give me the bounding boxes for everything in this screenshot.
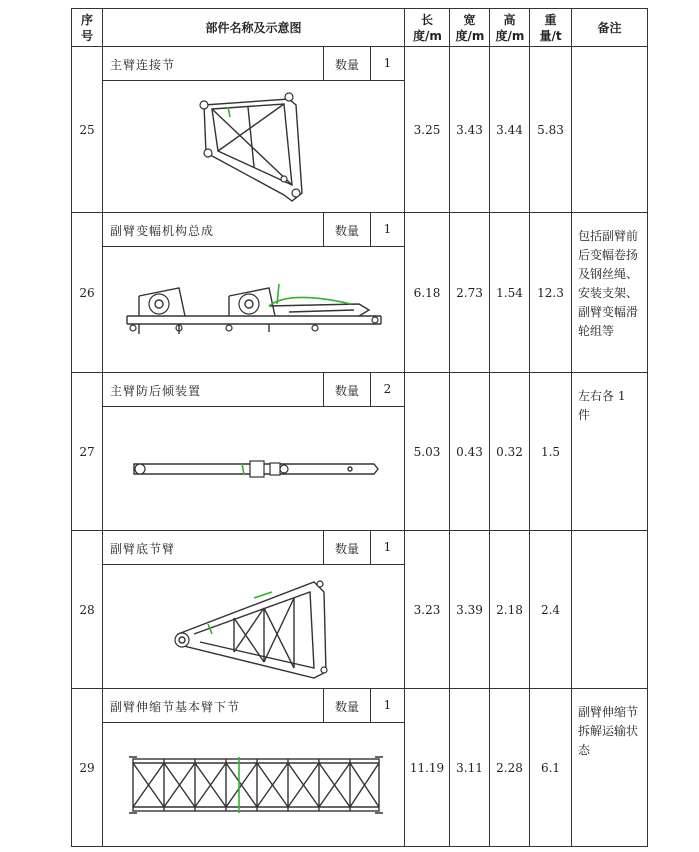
qty-value: 2 xyxy=(370,373,404,406)
weight-value: 12.3 xyxy=(530,213,572,373)
part-name-bar xyxy=(103,213,404,247)
part-name-bar xyxy=(103,373,404,407)
header-width: 宽度/m xyxy=(450,9,490,47)
weight-value: 2.4 xyxy=(530,531,572,689)
length-value: 3.25 xyxy=(405,47,450,213)
table-row xyxy=(72,213,648,373)
jib-luffing-mechanism-drawing xyxy=(119,270,389,350)
qty-value: 1 xyxy=(370,531,404,564)
qty-label: 数量 xyxy=(323,373,370,406)
part-diagram xyxy=(103,407,404,530)
note xyxy=(572,531,648,689)
length-value: 11.19 xyxy=(405,689,450,847)
header-height: 高度/m xyxy=(490,9,530,47)
table-row xyxy=(72,47,648,213)
part-cell xyxy=(103,373,405,531)
row-seq: 26 xyxy=(72,213,103,373)
table-row xyxy=(72,689,648,847)
header-name: 部件名称及示意图 xyxy=(103,9,405,47)
row-seq: 25 xyxy=(72,47,103,213)
height-value: 2.18 xyxy=(490,531,530,689)
part-diagram xyxy=(103,723,404,846)
qty-value: 1 xyxy=(370,689,404,722)
main-boom-connector-drawing xyxy=(184,85,324,209)
part-diagram xyxy=(103,81,404,212)
row-seq: 27 xyxy=(72,373,103,531)
width-value: 3.11 xyxy=(450,689,490,847)
qty-label: 数量 xyxy=(323,689,370,722)
header-note: 备注 xyxy=(572,9,648,47)
part-name: 主臂防后倾装置 xyxy=(110,384,202,398)
width-value: 0.43 xyxy=(450,373,490,531)
row-seq: 28 xyxy=(72,531,103,689)
part-name: 副臂底节臂 xyxy=(110,542,176,556)
height-value: 3.44 xyxy=(490,47,530,213)
weight-value: 5.83 xyxy=(530,47,572,213)
part-diagram xyxy=(103,565,404,688)
weight-value: 6.1 xyxy=(530,689,572,847)
note: 包括副臂前后变幅卷扬及钢丝绳、安装支架、副臂变幅滑轮组等 xyxy=(572,213,648,373)
parts-table xyxy=(71,8,648,847)
length-value: 3.23 xyxy=(405,531,450,689)
qty-label: 数量 xyxy=(323,213,370,246)
part-name: 副臂变幅机构总成 xyxy=(110,224,215,238)
part-cell xyxy=(103,531,405,689)
width-value: 3.39 xyxy=(450,531,490,689)
table-row xyxy=(72,531,648,689)
part-name-bar xyxy=(103,689,404,723)
jib-telescopic-section-drawing xyxy=(119,753,389,817)
header-row xyxy=(72,9,648,47)
jib-base-section-drawing xyxy=(164,572,344,682)
width-value: 3.43 xyxy=(450,47,490,213)
qty-value: 1 xyxy=(370,213,404,246)
width-value: 2.73 xyxy=(450,213,490,373)
note xyxy=(572,47,648,213)
height-value: 0.32 xyxy=(490,373,530,531)
qty-label: 数量 xyxy=(323,531,370,564)
weight-value: 1.5 xyxy=(530,373,572,531)
qty-value: 1 xyxy=(370,47,404,80)
part-cell xyxy=(103,689,405,847)
height-value: 1.54 xyxy=(490,213,530,373)
header-weight: 重量/t xyxy=(530,9,572,47)
part-cell xyxy=(103,213,405,373)
qty-label: 数量 xyxy=(323,47,370,80)
anti-backtilt-device-drawing xyxy=(124,454,384,484)
table-row xyxy=(72,373,648,531)
length-value: 5.03 xyxy=(405,373,450,531)
header-seq: 序号 xyxy=(72,9,103,47)
part-name-bar xyxy=(103,47,404,81)
part-diagram xyxy=(103,247,404,372)
row-seq: 29 xyxy=(72,689,103,847)
part-cell xyxy=(103,47,405,213)
part-name-bar xyxy=(103,531,404,565)
header-length: 长度/m xyxy=(405,9,450,47)
part-name: 主臂连接节 xyxy=(110,58,176,72)
part-name: 副臂伸缩节基本臂下节 xyxy=(110,700,241,714)
note: 副臂伸缩节拆解运输状态 xyxy=(572,689,648,847)
height-value: 2.28 xyxy=(490,689,530,847)
length-value: 6.18 xyxy=(405,213,450,373)
note: 左右各 1 件 xyxy=(572,373,648,531)
